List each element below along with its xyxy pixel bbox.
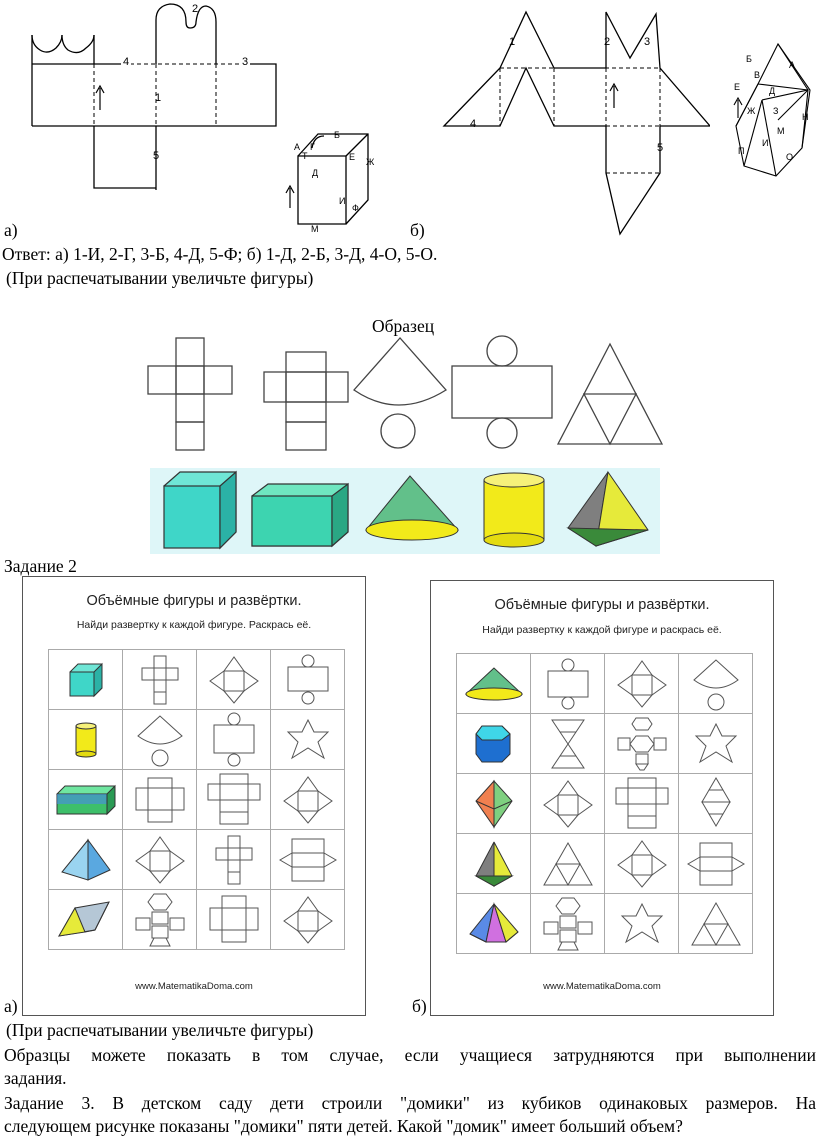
cell-cylinder-net-2[interactable] (197, 710, 271, 770)
cell-pentagonal-pyramid[interactable] (457, 894, 531, 954)
cell-square-pyramid[interactable] (49, 830, 123, 890)
fig-a-num-3: 3 (242, 56, 249, 68)
cell-cylinder[interactable] (49, 710, 123, 770)
cell-triangular-prism[interactable] (49, 890, 123, 950)
worksheet-b-title: Объёмные фигуры и развёртки. (494, 597, 710, 613)
fig-b-letter-I: И (762, 138, 769, 148)
fig-b-letter-O: О (786, 152, 794, 162)
table-row (49, 890, 345, 950)
fig-a-num-1: 1 (155, 92, 162, 104)
task2-title: Задание 2 (4, 556, 77, 576)
cell-box-net[interactable] (605, 774, 679, 834)
worksheet-b-subtitle: Найди развертку к каждой фигуре и раскрась её. (482, 624, 722, 636)
fig-a-letter-M: М (311, 224, 319, 234)
fig-a-num-5: 5 (153, 150, 160, 162)
cell-tetra-net-2[interactable] (679, 894, 753, 954)
fig-b-letter-V: В (754, 70, 761, 80)
worksheet-b-grid (456, 653, 753, 954)
sample-nets-row (140, 334, 680, 454)
fig-a-letter-I: И (339, 196, 346, 206)
answer-line: Ответ: а) 1-И, 2-Г, 3-Б, 4-Д, 5-Ф; б) 1-Д, 2-Б, 3-Д, 4-О, 5-О. (2, 244, 438, 264)
cell-tetra-net[interactable] (531, 834, 605, 894)
para-samples-line2: задания. (4, 1068, 67, 1088)
cell-cube[interactable] (49, 650, 123, 710)
label-a-task2: а) (4, 996, 18, 1016)
fig-a-letter-A: А (294, 142, 301, 152)
cell-prism-net[interactable] (679, 834, 753, 894)
cell-triangle-net[interactable] (531, 714, 605, 774)
fig-b-num-5: 5 (657, 142, 664, 154)
para-samples-line1: Образцы можете показать в том случае, если учащиеся затрудняются при выполнении (4, 1045, 816, 1065)
print-note-1: (При распечатывании увеличьте фигуры) (6, 268, 314, 288)
fig-a-num-2: 2 (192, 3, 199, 15)
cell-pyramid-net[interactable] (271, 770, 345, 830)
fig-a-letter-G: Г (310, 142, 315, 152)
label-b-top: б) (410, 220, 425, 240)
cell-star-net[interactable] (271, 710, 345, 770)
cell-box-net-2[interactable] (197, 770, 271, 830)
cell-octahedron[interactable] (457, 774, 531, 834)
fig-b-letter-M: М (777, 126, 785, 136)
fig-a-letter-Zh: Ж (366, 157, 375, 167)
cell-hexagon-net[interactable] (605, 714, 679, 774)
table-row (457, 894, 753, 954)
fig-b-num-4: 4 (470, 118, 477, 130)
cell-prism-net[interactable] (271, 830, 345, 890)
cell-star-net[interactable] (679, 714, 753, 774)
fig-b-letter-Zh: Ж (747, 106, 756, 116)
table-row (49, 710, 345, 770)
fig-b-num-1: 1 (509, 36, 516, 48)
cell-square-pyramid-net-2[interactable] (123, 830, 197, 890)
cell-cross-net[interactable] (123, 650, 197, 710)
fig-b-num-3: 3 (644, 36, 651, 48)
polyhedron-figure-b (718, 42, 814, 180)
fig-b-letter-N: Н (802, 112, 809, 122)
cell-triangle-net-2[interactable] (679, 774, 753, 834)
fig-b-letter-A: А (789, 60, 796, 70)
cell-square-pyramid-net-2[interactable] (605, 834, 679, 894)
cell-cone-net[interactable] (123, 710, 197, 770)
task3-line2: следующем рисунке показаны "домики" пяти детей. Какой "домик" имеет больший объем? (4, 1116, 683, 1136)
fig-b-letter-B: Б (746, 54, 752, 64)
cell-cylinder-net[interactable] (531, 654, 605, 714)
fig-b-letter-P: П (738, 146, 745, 156)
fig-b-letter-Z: З (773, 106, 779, 116)
fig-a-num-4: 4 (123, 56, 130, 68)
fig-a-letter-F: Ф (352, 203, 359, 213)
fig-a-letter-B: Б (334, 130, 340, 140)
cell-star-net-2[interactable] (605, 894, 679, 954)
cell-box-net[interactable] (123, 770, 197, 830)
worksheet-a-title: Объёмные фигуры и развёртки. (86, 593, 302, 609)
cell-box-net-3[interactable] (197, 890, 271, 950)
table-row (49, 650, 345, 710)
worksheet-a (22, 576, 366, 1016)
print-note-2: (При распечатывании увеличьте фигуры) (6, 1020, 314, 1040)
cell-square-pyramid-net-3[interactable] (271, 890, 345, 950)
cell-pyramid-net[interactable] (605, 654, 679, 714)
label-a-top: а) (4, 220, 18, 240)
cell-square-pyramid-net[interactable] (197, 650, 271, 710)
table-row (457, 834, 753, 894)
sample-solids-row (150, 468, 660, 554)
cell-hexagonal-prism[interactable] (457, 714, 531, 774)
cell-cylinder-net[interactable] (271, 650, 345, 710)
cell-hexagon-net[interactable] (123, 890, 197, 950)
label-b-task2: б) (412, 996, 427, 1016)
table-row (457, 774, 753, 834)
worksheet-a-footer: www.MatematikaDoma.com (135, 981, 253, 992)
fig-a-letter-E: Е (349, 152, 356, 162)
cell-square-pyramid-net[interactable] (531, 774, 605, 834)
worksheet-a-grid (48, 649, 345, 950)
table-row (457, 714, 753, 774)
fig-a-letter-T: Т (302, 151, 308, 161)
sample-title: Образец (372, 316, 435, 336)
fig-b-letter-E: Е (734, 82, 741, 92)
worksheet-b-footer: www.MatematikaDoma.com (543, 981, 661, 992)
fig-a-letter-D: Д (312, 168, 319, 178)
cell-cross-net-2[interactable] (197, 830, 271, 890)
table-row (457, 654, 753, 714)
net-figure-b (440, 8, 710, 236)
cell-cone-net[interactable] (679, 654, 753, 714)
table-row (49, 770, 345, 830)
fig-b-num-2: 2 (604, 36, 611, 48)
worksheet-b (430, 580, 774, 1016)
cell-cone[interactable] (457, 654, 531, 714)
cell-hexagon-net-2[interactable] (531, 894, 605, 954)
table-row (49, 830, 345, 890)
worksheet-a-subtitle: Найди развертку к каждой фигуре. Раскрась её. (76, 619, 312, 631)
cell-tetrahedron[interactable] (457, 834, 531, 894)
task3-line1: Задание 3. В детском саду дети строили "домики" из кубиков одинаковых размеров. На (4, 1093, 816, 1113)
cell-prism[interactable] (49, 770, 123, 830)
fig-b-letter-D: Д (769, 86, 776, 96)
